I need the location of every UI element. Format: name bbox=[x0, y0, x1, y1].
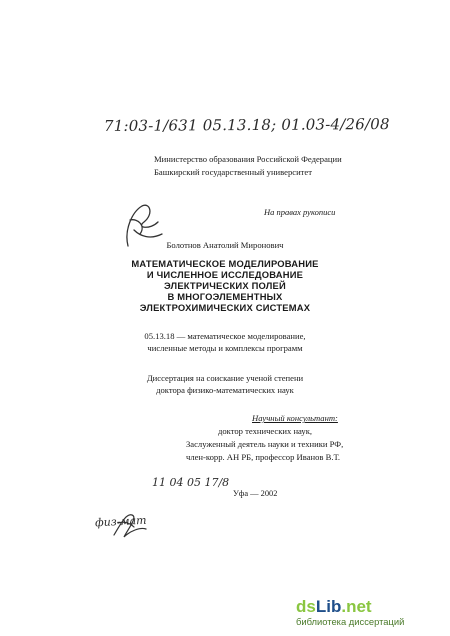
logo-ds: ds bbox=[296, 597, 316, 616]
dslib-tagline: библиотека диссертаций bbox=[296, 616, 405, 627]
degree-line-1: Диссертация на соискание ученой степени bbox=[146, 373, 304, 383]
ministry-line-2: Башкирский государственный университет bbox=[154, 167, 312, 177]
advisor-label: Научный консультант: bbox=[252, 413, 338, 423]
author-name: Болотнов Анатолий Миронович bbox=[166, 240, 284, 250]
logo-lib: Lib bbox=[315, 597, 342, 616]
ministry-block bbox=[154, 153, 342, 179]
advisor-line-2: Заслуженный деятель науки и техники РФ, bbox=[186, 439, 344, 449]
degree-line-2: доктора физико-математических наук bbox=[156, 385, 294, 395]
dslib-logo[interactable] bbox=[296, 598, 404, 615]
title-line-5: ЭЛЕКТРОХИМИЧЕСКИХ СИСТЕМАХ bbox=[139, 302, 311, 313]
title-line-3: ЭЛЕКТРИЧЕСКИХ ПОЛЕЙ bbox=[164, 280, 286, 291]
handwritten-note: физ-мат bbox=[94, 513, 147, 530]
logo-net: .net bbox=[341, 597, 372, 616]
degree-block bbox=[0, 372, 450, 396]
title-line-4: В МНОГОЭЛЕМЕНТНЫХ bbox=[167, 291, 283, 302]
city-year: Уфа — 2002 bbox=[233, 489, 278, 498]
advisor-line-3: член-корр. АН РБ, профессор Иванов В.Т. bbox=[186, 452, 341, 462]
title-line-1: МАТЕМАТИЧЕСКОЕ МОДЕЛИРОВАНИЕ bbox=[131, 258, 319, 269]
specialty-line-1: 05.13.18 — математическое моделирование, bbox=[144, 331, 306, 341]
advisor-line-1: доктор технических наук, bbox=[218, 426, 313, 436]
advisor-block bbox=[186, 412, 343, 464]
dissertation-title bbox=[0, 258, 450, 313]
title-line-2: И ЧИСЛЕННОЕ ИССЛЕДОВАНИЕ bbox=[146, 269, 304, 280]
ministry-line-1: Министерство образования Российской Федерации bbox=[154, 154, 342, 164]
date-stamp: 11 04 05 17/8 bbox=[152, 476, 230, 489]
rights-note: На правах рукописи bbox=[264, 207, 336, 217]
library-stamp-number: 71:03-1/631 05.13.18; 01.03-4/26/08 bbox=[103, 115, 390, 135]
dslib-watermark[interactable] bbox=[296, 598, 404, 627]
specialty-block bbox=[0, 330, 450, 354]
specialty-line-2: численные методы и комплексы программ bbox=[147, 343, 303, 353]
